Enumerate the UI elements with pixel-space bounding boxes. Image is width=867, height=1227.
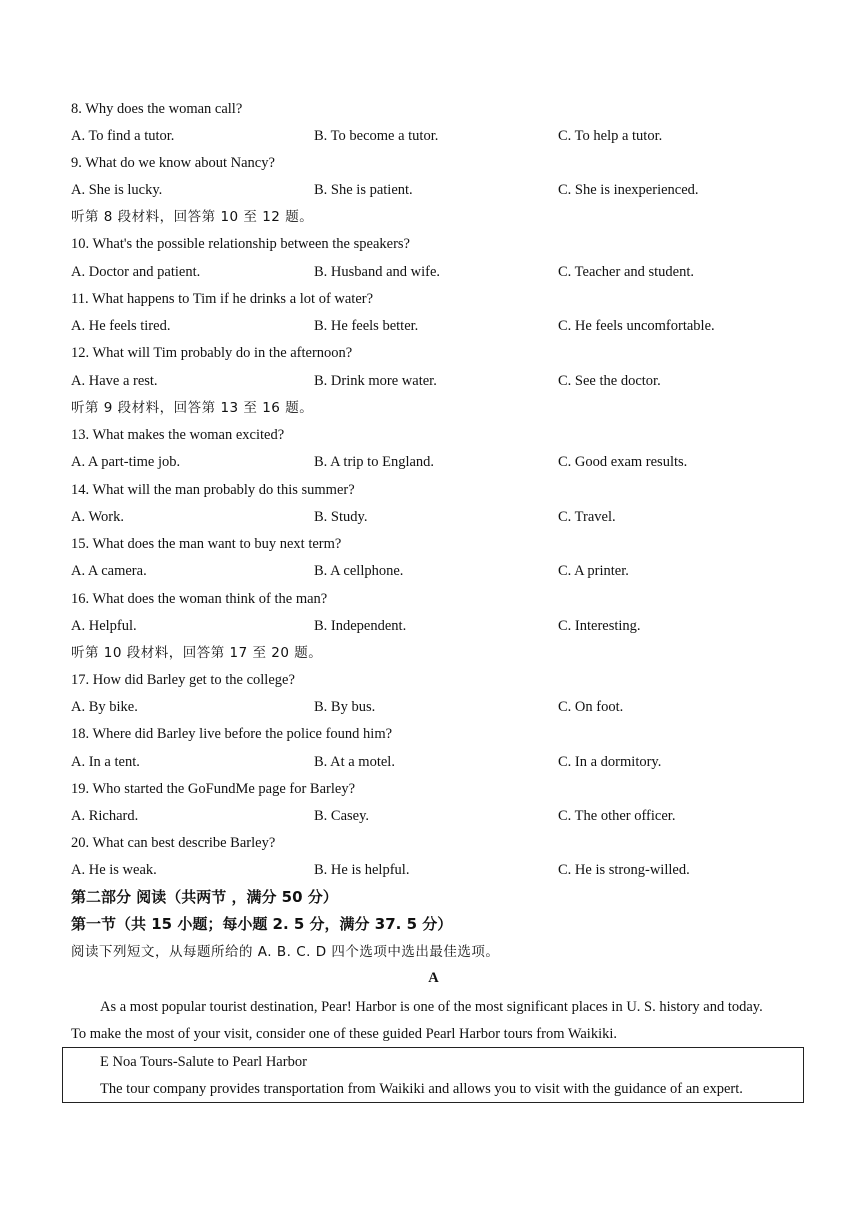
section-one-title: 第一节（共 15 小题；每小题 2. 5 分，满分 37. 5 分）	[71, 915, 453, 933]
options-18	[71, 753, 811, 771]
option-a: A. She is lucky.	[71, 182, 163, 198]
option-c: C. See the doctor.	[558, 373, 661, 389]
option-b: B. Drink more water.	[314, 373, 437, 389]
question-13: 13. What makes the woman excited?	[71, 427, 285, 443]
question-15: 15. What does the man want to buy next term?	[71, 536, 342, 552]
option-a: A. Richard.	[71, 808, 139, 824]
question-9: 9. What do we know about Nancy?	[71, 155, 275, 171]
option-c: C. Teacher and student.	[558, 264, 695, 280]
option-a: A. He feels tired.	[71, 318, 171, 334]
question-19: 19. Who started the GoFundMe page for Barley?	[71, 781, 356, 797]
option-b: B. Husband and wife.	[314, 264, 441, 280]
option-a: A. To find a tutor.	[71, 128, 175, 144]
question-11: 11. What happens to Tim if he drinks a lot of water?	[71, 291, 374, 307]
tour-info-box	[62, 1047, 804, 1103]
option-b: B. Casey.	[314, 808, 370, 824]
option-b: B. A cellphone.	[314, 563, 404, 579]
options-9	[71, 181, 811, 199]
tour-title: E Noa Tours-Salute to Pearl Harbor	[100, 1054, 307, 1070]
passage-paragraph-2: To make the most of your visit, consider one of these guided Pearl Harbor tours from Waikiki.	[71, 1026, 618, 1042]
option-a: A. Work.	[71, 509, 124, 525]
part-two-title: 第二部分 阅读（共两节 ，满分 50 分）	[71, 888, 338, 906]
option-a: A. A camera.	[71, 563, 147, 579]
question-16: 16. What does the woman think of the man?	[71, 591, 328, 607]
option-a: A. Helpful.	[71, 618, 137, 634]
options-17	[71, 698, 811, 716]
options-13	[71, 453, 811, 471]
option-c: C. A printer.	[558, 563, 629, 579]
question-18: 18. Where did Barley live before the police found him?	[71, 726, 393, 742]
option-b: B. He is helpful.	[314, 862, 410, 878]
question-10: 10. What's the possible relationship between the speakers?	[71, 236, 410, 252]
options-19	[71, 807, 811, 825]
option-c: C. Interesting.	[558, 618, 641, 634]
option-a: A. He is weak.	[71, 862, 157, 878]
option-a: A. By bike.	[71, 699, 138, 715]
option-c: C. Travel.	[558, 509, 616, 525]
options-8	[71, 127, 811, 145]
options-20	[71, 861, 811, 879]
passage-paragraph-1: As a most popular tourist destination, Pear! Harbor is one of the most significant places in U. S. history and today.	[100, 999, 763, 1015]
question-8: 8. Why does the woman call?	[71, 101, 243, 117]
option-c: C. He feels uncomfortable.	[558, 318, 715, 334]
option-c: C. To help a tutor.	[558, 128, 663, 144]
option-c: C. The other officer.	[558, 808, 676, 824]
options-10	[71, 263, 811, 281]
option-a: A. In a tent.	[71, 754, 140, 770]
question-14: 14. What will the man probably do this summer?	[71, 482, 355, 498]
option-c: C. He is strong-willed.	[558, 862, 690, 878]
passage-label: A	[428, 970, 439, 986]
option-a: A. Have a rest.	[71, 373, 158, 389]
option-b: B. By bus.	[314, 699, 376, 715]
listening-instruction-8: 听第 8 段材料，回答第 10 至 12 题。	[71, 209, 314, 225]
listening-instruction-9: 听第 9 段材料，回答第 13 至 16 题。	[71, 400, 314, 416]
option-c: C. In a dormitory.	[558, 754, 662, 770]
question-17: 17. How did Barley get to the college?	[71, 672, 295, 688]
options-14	[71, 508, 811, 526]
option-b: B. To become a tutor.	[314, 128, 439, 144]
options-12	[71, 372, 811, 390]
option-b: B. A trip to England.	[314, 454, 435, 470]
option-c: C. Good exam results.	[558, 454, 688, 470]
option-c: C. On foot.	[558, 699, 624, 715]
option-b: B. He feels better.	[314, 318, 419, 334]
options-16	[71, 617, 811, 635]
option-b: B. Study.	[314, 509, 368, 525]
option-c: C. She is inexperienced.	[558, 182, 699, 198]
option-a: A. Doctor and patient.	[71, 264, 201, 280]
question-12: 12. What will Tim probably do in the afternoon?	[71, 345, 353, 361]
tour-description: The tour company provides transportation from Waikiki and allows you to visit with the guidance of an expert.	[100, 1081, 743, 1097]
option-b: B. At a motel.	[314, 754, 395, 770]
option-b: B. She is patient.	[314, 182, 413, 198]
option-b: B. Independent.	[314, 618, 407, 634]
options-11	[71, 317, 811, 335]
options-15	[71, 562, 811, 580]
question-20: 20. What can best describe Barley?	[71, 835, 276, 851]
reading-directions: 阅读下列短文，从每题所给的 A. B. C. D 四个选项中选出最佳选项。	[71, 944, 500, 960]
listening-instruction-10: 听第 10 段材料，回答第 17 至 20 题。	[71, 645, 323, 661]
option-a: A. A part-time job.	[71, 454, 181, 470]
